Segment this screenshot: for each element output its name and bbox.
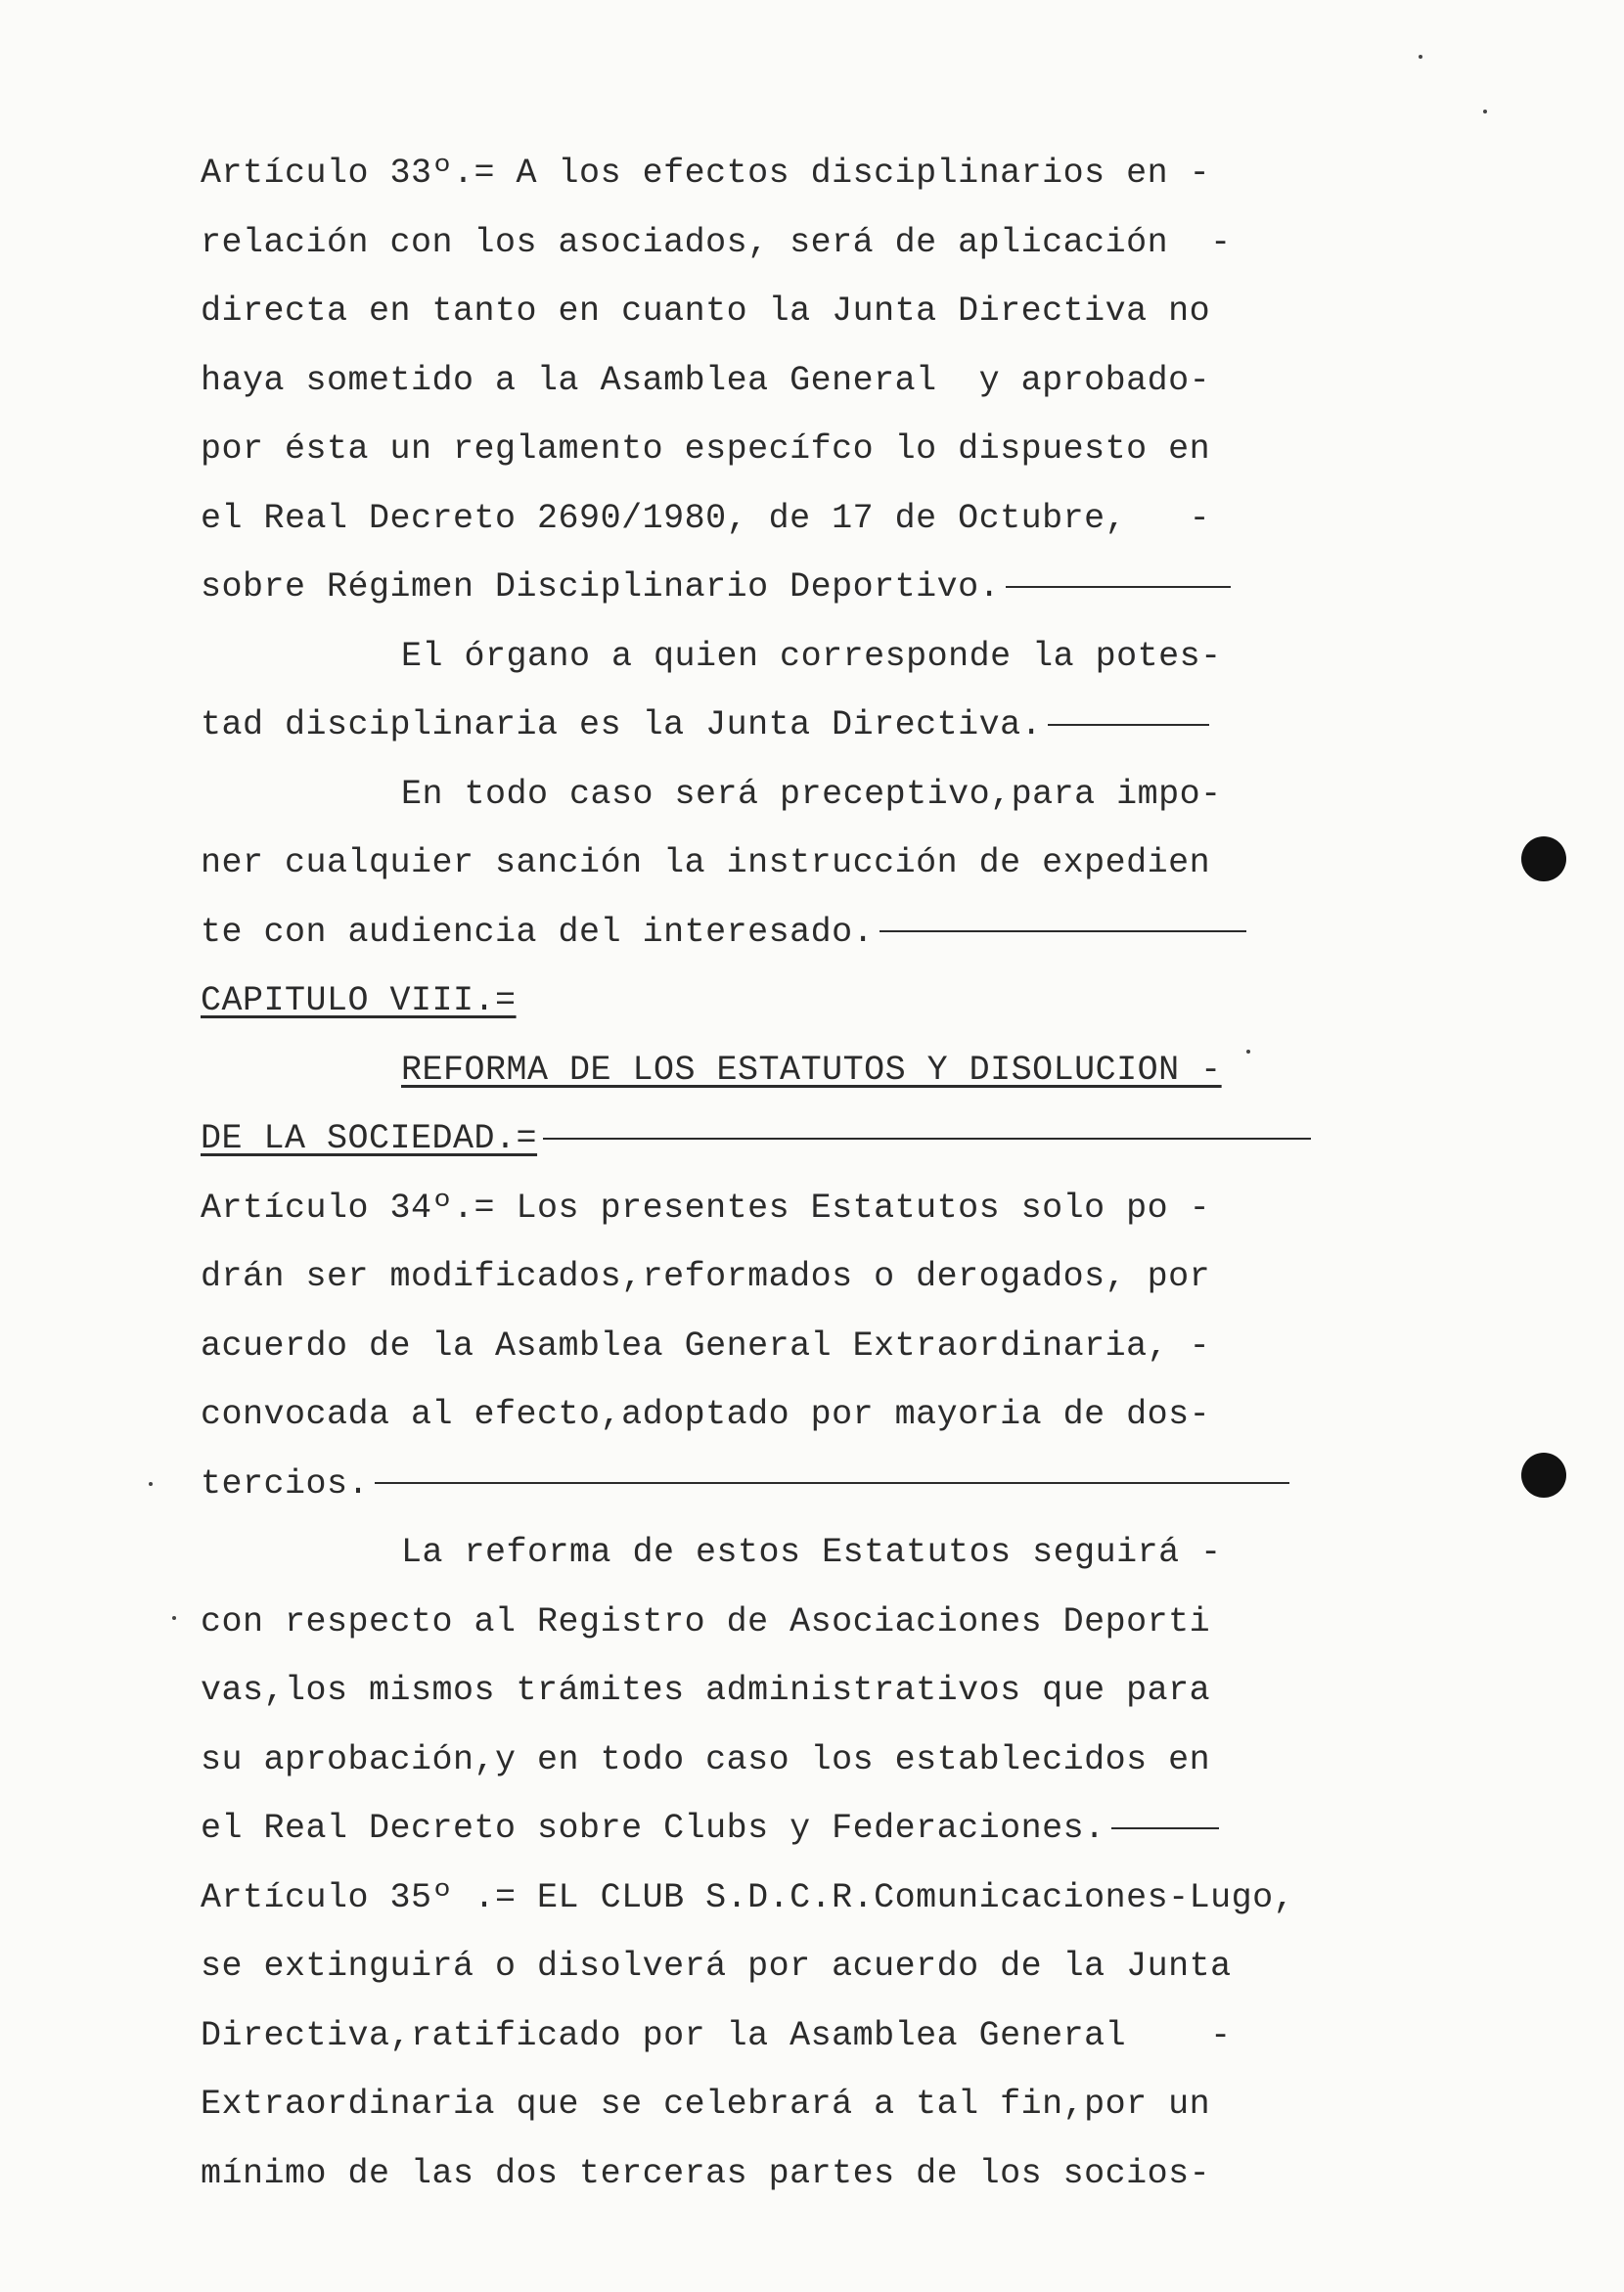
- text-line: mínimo de las dos terceras partes de los socios-: [201, 2153, 1211, 2193]
- text-line: por ésta un reglamento específco lo dispuesto en: [201, 429, 1211, 469]
- text-line: sobre Régimen Disciplinario Deportivo.: [201, 553, 1316, 622]
- text-line: el Real Decreto sobre Clubs y Federaciones.: [201, 1794, 1316, 1864]
- fill-rule: [1006, 586, 1231, 588]
- ink-speck: [149, 1482, 153, 1486]
- text-line: La reforma de estos Estatutos seguirá -: [401, 1533, 1222, 1572]
- text-line: te con audiencia del interesado.: [201, 898, 1316, 967]
- text-line: En todo caso será preceptivo,para impo-: [401, 774, 1222, 814]
- text-line: ner cualquier sanción la instrucción de expedien: [201, 843, 1211, 882]
- section-title: DE LA SOCIEDAD.=: [201, 1104, 1316, 1174]
- fill-rule: [375, 1482, 1289, 1484]
- text-line: Artículo 33º.= A los efectos disciplinarios en -: [201, 154, 1211, 193]
- text-line: tad disciplinaria es la Junta Directiva.: [201, 691, 1316, 760]
- text-line: tercios.: [201, 1450, 1316, 1519]
- text-line: Directiva,ratificado por la Asamblea General -: [201, 2015, 1232, 2055]
- ink-speck: [172, 1616, 176, 1620]
- text-line: vas,los mismos trámites administrativos que para: [201, 1671, 1211, 1710]
- text-line: con respecto al Registro de Asociaciones Deporti: [201, 1601, 1211, 1641]
- ink-speck: [1483, 110, 1487, 113]
- text-line: acuerdo de la Asamblea General Extraordinaria, -: [201, 1326, 1211, 1366]
- text-line: haya sometido a la Asamblea General y aprobado-: [201, 360, 1211, 400]
- text-line: El órgano a quien corresponde la potes-: [401, 636, 1222, 676]
- chapter-heading: CAPITULO VIII.=: [201, 981, 517, 1020]
- fill-rule: [880, 930, 1246, 932]
- text-line: se extinguirá o disolverá por acuerdo de la Junta: [201, 1947, 1232, 1986]
- ink-speck: [1246, 1050, 1250, 1054]
- fill-rule: [1048, 724, 1209, 726]
- text-line: directa en tanto en cuanto la Junta Directiva no: [201, 292, 1211, 331]
- text-line: Artículo 35º .= EL CLUB S.D.C.R.Comunicaciones-Lugo,: [201, 1877, 1295, 1917]
- ink-speck: [1419, 55, 1422, 59]
- punch-hole-icon: [1521, 836, 1566, 881]
- text-line: convocada al efecto,adoptado por mayoria de dos-: [201, 1395, 1211, 1434]
- section-title: REFORMA DE LOS ESTATUTOS Y DISOLUCION -: [401, 1050, 1222, 1090]
- fill-rule: [543, 1138, 1311, 1140]
- text-line: su aprobación,y en todo caso los establecidos en: [201, 1739, 1211, 1779]
- typewritten-text: [201, 139, 1316, 2208]
- text-line: el Real Decreto 2690/1980, de 17 de Octubre, -: [201, 498, 1211, 538]
- punch-hole-icon: [1521, 1453, 1566, 1498]
- text-line: relación con los asociados, será de aplicación -: [201, 222, 1232, 262]
- text-line: Artículo 34º.= Los presentes Estatutos solo po -: [201, 1188, 1211, 1228]
- text-line: drán ser modificados,reformados o derogados, por: [201, 1257, 1211, 1296]
- fill-rule: [1111, 1827, 1219, 1829]
- text-line: Extraordinaria que se celebrará a tal fin,por un: [201, 2085, 1211, 2124]
